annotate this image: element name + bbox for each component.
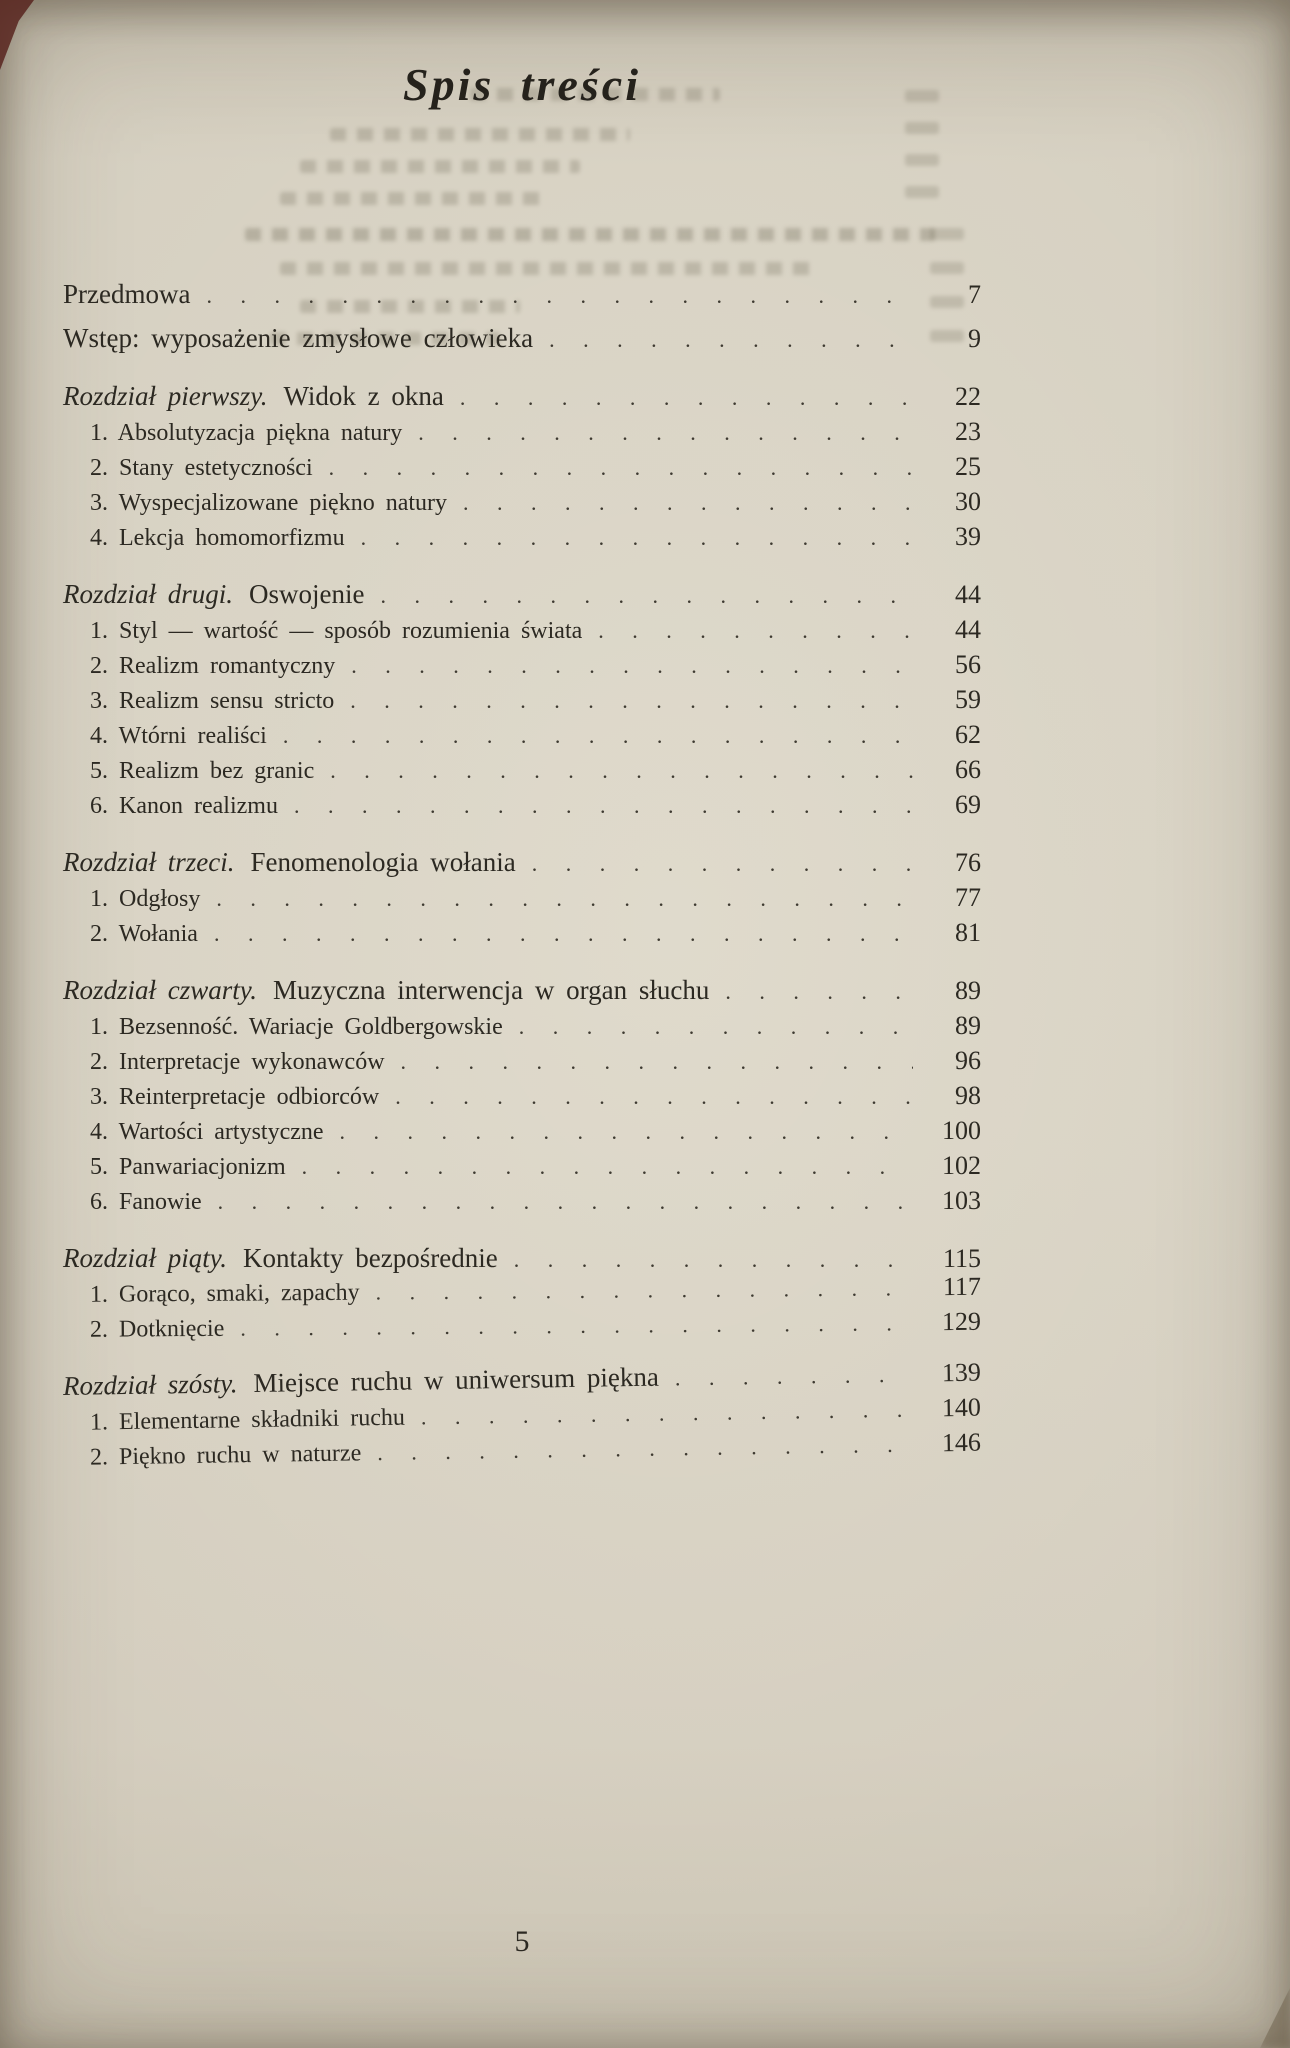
toc-entry bbox=[63, 720, 981, 750]
toc-entry-label: 2. Realizm romantyczny bbox=[90, 653, 336, 679]
toc-page-number: 129 bbox=[941, 1306, 982, 1337]
toc-entry bbox=[63, 452, 981, 482]
page-corner-shadow-bottom bbox=[1260, 1988, 1290, 2048]
toc-chapter-name: Rozdział szósty. bbox=[62, 1368, 238, 1401]
toc-entry-label: 1. Absolutyzacja piękna natury bbox=[90, 420, 403, 446]
toc-entry-label: 5. Realizm bez granic bbox=[90, 758, 315, 784]
toc-page-number: 77 bbox=[955, 883, 981, 912]
toc-page-number: 89 bbox=[955, 976, 981, 1005]
dot-leader bbox=[340, 1119, 913, 1145]
toc-entry bbox=[63, 1151, 981, 1181]
toc-chapter-name: Rozdział pierwszy. bbox=[63, 381, 268, 411]
page-number: 5 bbox=[514, 1925, 530, 1958]
dot-leader bbox=[519, 1014, 913, 1040]
page-corner-shadow bbox=[0, 0, 34, 70]
toc-page-number: 66 bbox=[955, 755, 981, 784]
toc-entry bbox=[63, 883, 981, 913]
dot-leader bbox=[598, 618, 913, 644]
dot-leader bbox=[361, 525, 913, 551]
toc-page-number: 59 bbox=[955, 685, 981, 714]
toc-entry-label: Miejsce ruchu w uniwersum piękna bbox=[253, 1361, 660, 1399]
toc-entry-label: 2. Wołania bbox=[90, 921, 198, 947]
toc-page-number: 23 bbox=[955, 417, 981, 446]
dot-leader bbox=[381, 583, 913, 609]
toc-entry-label: 1. Bezsenność. Wariacje Goldbergowskie bbox=[90, 1014, 503, 1040]
dot-leader bbox=[549, 327, 913, 353]
toc-page-number: 76 bbox=[955, 848, 981, 877]
toc-page-number: 89 bbox=[955, 1011, 981, 1040]
toc-entry-label: 3. Reinterpretacje odbiorców bbox=[90, 1084, 380, 1110]
toc-page-number: 103 bbox=[942, 1186, 981, 1215]
toc-chapter-name: Rozdział drugi. bbox=[63, 579, 234, 609]
toc-page-number: 139 bbox=[941, 1357, 982, 1388]
dot-leader bbox=[675, 1362, 913, 1392]
toc-entry-label: 3. Wyspecjalizowane piękno natury bbox=[90, 490, 447, 516]
dot-leader bbox=[240, 1310, 913, 1341]
toc-entry-label: Muzyczna interwencja w organ słuchu bbox=[273, 975, 710, 1005]
toc-page-number: 25 bbox=[955, 452, 981, 481]
toc-entry-label: 2. Interpretacje wykonawców bbox=[90, 1049, 385, 1075]
toc-entry bbox=[63, 1011, 981, 1041]
toc-page-number: 62 bbox=[955, 720, 981, 749]
toc-page-number: 146 bbox=[941, 1427, 982, 1458]
toc-entry bbox=[63, 522, 981, 552]
toc-entry-label: Wstęp: wyposażenie zmysłowe człowieka bbox=[63, 323, 534, 353]
toc-chapter-name: Rozdział piąty. bbox=[63, 1243, 228, 1273]
toc-page-number: 39 bbox=[955, 522, 981, 551]
toc-page-number: 44 bbox=[955, 580, 981, 609]
dot-leader bbox=[214, 921, 913, 947]
dot-leader bbox=[421, 1397, 913, 1431]
toc-entry-label: Widok z okna bbox=[283, 381, 444, 411]
toc-entry-label: 6. Kanon realizmu bbox=[90, 793, 278, 819]
dot-leader bbox=[375, 1275, 913, 1305]
toc-page-number: 96 bbox=[955, 1046, 981, 1075]
page-content bbox=[63, 58, 981, 1472]
toc-page-number: 7 bbox=[968, 280, 981, 309]
toc-page-number: 69 bbox=[955, 790, 981, 819]
toc-entry bbox=[63, 975, 981, 1006]
dot-leader bbox=[377, 1432, 913, 1466]
dot-leader bbox=[395, 1084, 913, 1110]
toc-entry-label: 2. Piękno ruchu w naturze bbox=[89, 1440, 362, 1471]
toc-entry bbox=[63, 1046, 981, 1076]
toc-page-number: 140 bbox=[941, 1392, 982, 1423]
toc-entry-label: 2. Dotknięcie bbox=[89, 1315, 225, 1343]
toc-page-number: 115 bbox=[942, 1244, 981, 1273]
toc-entry bbox=[63, 650, 981, 680]
dot-leader bbox=[294, 793, 913, 819]
toc-entry-label: Przedmowa bbox=[63, 279, 191, 309]
toc-entry bbox=[63, 1186, 981, 1216]
page-title: Spis treści bbox=[403, 59, 641, 110]
dot-leader bbox=[463, 490, 913, 516]
toc-entry bbox=[63, 381, 981, 412]
dot-leader bbox=[401, 1049, 913, 1075]
toc-entry-label: 4. Lekcja homomorfizmu bbox=[90, 525, 345, 551]
toc-entry bbox=[63, 847, 981, 878]
toc-entry-label: 1. Odgłosy bbox=[90, 886, 201, 912]
toc-entry bbox=[63, 615, 981, 645]
table-of-contents bbox=[63, 279, 981, 1472]
toc-page-number: 56 bbox=[955, 650, 981, 679]
toc-entry bbox=[63, 685, 981, 715]
dot-leader bbox=[206, 283, 913, 309]
toc-entry bbox=[63, 1243, 981, 1274]
dot-leader bbox=[351, 653, 913, 679]
toc-entry-label: 5. Panwariacjonizm bbox=[90, 1154, 286, 1180]
toc-entry-label: 1. Elementarne składniki ruchu bbox=[89, 1404, 406, 1436]
toc-chapter-name: Rozdział trzeci. bbox=[63, 847, 235, 877]
toc-entry-label: 1. Styl — wartość — sposób rozumienia świata bbox=[90, 618, 583, 644]
toc-entry bbox=[63, 579, 981, 610]
toc-page-number: 9 bbox=[968, 324, 981, 353]
toc-entry bbox=[63, 323, 981, 354]
toc-page-number: 30 bbox=[955, 487, 981, 516]
toc-entry-label: Fenomenologia wołania bbox=[250, 847, 516, 877]
dot-leader bbox=[532, 851, 913, 877]
toc-entry bbox=[63, 487, 981, 517]
toc-page-number: 81 bbox=[955, 918, 981, 947]
dot-leader bbox=[330, 758, 913, 784]
toc-entry bbox=[63, 790, 981, 820]
toc-entry bbox=[63, 918, 981, 948]
toc-page-number: 117 bbox=[942, 1271, 982, 1302]
toc-entry-label: 1. Gorąco, smaki, zapachy bbox=[89, 1279, 360, 1308]
toc-entry-label: Oswojenie bbox=[249, 579, 365, 609]
toc-page-number: 98 bbox=[955, 1081, 981, 1110]
toc-page-number: 22 bbox=[955, 382, 981, 411]
toc-entry-label: 6. Fanowie bbox=[90, 1189, 202, 1215]
dot-leader bbox=[350, 688, 913, 714]
toc-entry-label: 4. Wartości artystyczne bbox=[90, 1119, 324, 1145]
toc-page-number: 44 bbox=[955, 615, 981, 644]
dot-leader bbox=[460, 385, 913, 411]
toc-entry bbox=[63, 1307, 981, 1344]
toc-page-number: 102 bbox=[942, 1151, 981, 1180]
toc-entry bbox=[63, 279, 981, 310]
toc-entry-label: 2. Stany estetyczności bbox=[90, 455, 313, 481]
toc-entry-label: Kontakty bezpośrednie bbox=[243, 1243, 498, 1273]
toc-entry bbox=[63, 755, 981, 785]
toc-entry-label: 4. Wtórni realiści bbox=[90, 723, 267, 749]
dot-leader bbox=[218, 1189, 913, 1215]
dot-leader bbox=[418, 420, 913, 446]
toc-page-number: 100 bbox=[942, 1116, 981, 1145]
toc-entry-label: 3. Realizm sensu stricto bbox=[90, 688, 335, 714]
dot-leader bbox=[725, 979, 913, 1005]
toc-entry bbox=[63, 1272, 981, 1309]
toc-entry bbox=[63, 417, 981, 447]
dot-leader bbox=[514, 1247, 913, 1273]
dot-leader bbox=[329, 455, 913, 481]
toc-entry bbox=[63, 1116, 981, 1146]
dot-leader bbox=[283, 723, 913, 749]
toc-chapter-name: Rozdział czwarty. bbox=[63, 975, 258, 1005]
dot-leader bbox=[216, 886, 913, 912]
toc-entry bbox=[63, 1081, 981, 1111]
dot-leader bbox=[302, 1154, 913, 1180]
